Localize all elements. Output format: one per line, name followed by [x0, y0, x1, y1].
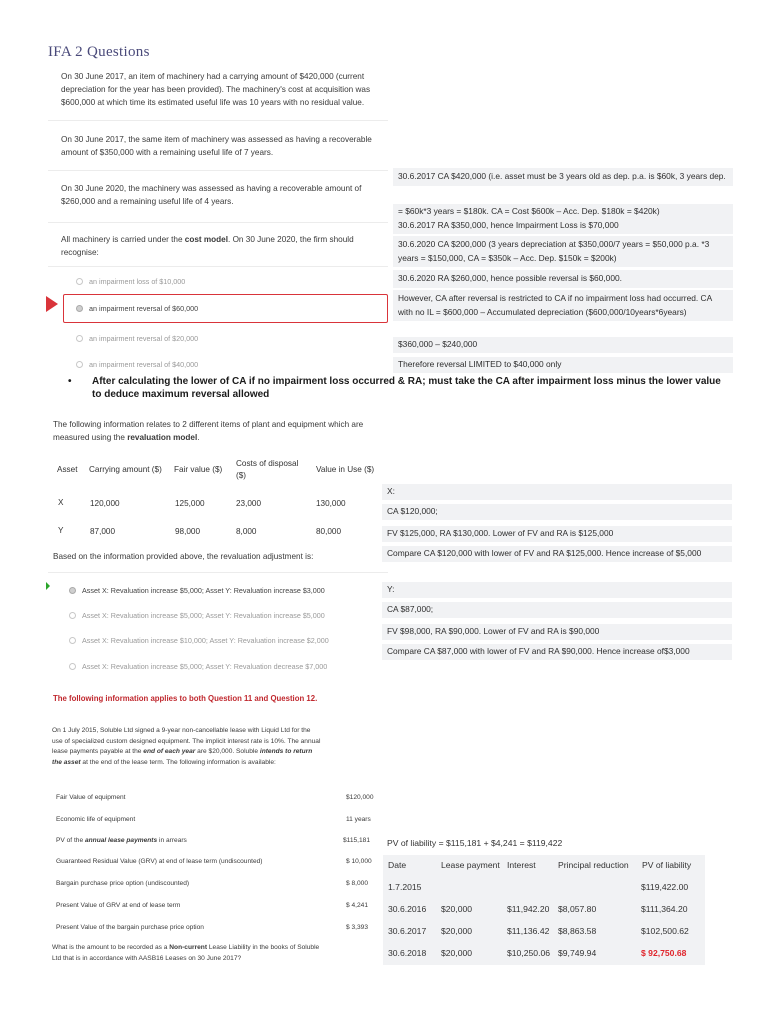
radio-button[interactable] — [69, 637, 76, 644]
q2-option-d[interactable]: Asset X: Revaluation increase $5,000; Asset Y: Revaluation decrease $7,000 — [69, 662, 327, 671]
note-q2-1: X: — [382, 484, 732, 500]
note-q2-6: CA $87,000; — [382, 602, 732, 618]
schedule-header: Lease payment — [441, 860, 500, 870]
radio-button[interactable] — [69, 587, 76, 594]
lease-item-value: $ 4,241 — [346, 902, 368, 909]
note-q2-7: FV $98,000, RA $90,000. Lower of FV and RA is $90,000 — [382, 624, 732, 640]
divider — [48, 170, 388, 171]
schedule-cell: 30.6.2016 — [388, 904, 427, 914]
pv-liability-line: PV of liability = $115,181 + $4,241 = $119,422 — [387, 838, 563, 848]
q3-red-title: The following information applies to both Question 11 and Question 12. — [53, 694, 318, 703]
schedule-header: Principal reduction — [558, 860, 629, 870]
selected-marker-icon — [46, 582, 50, 590]
note-q1-1: 30.6.2017 CA $420,000 (i.e. asset must be 3 years old as dep. p.a. is $60k, 3 years dep. — [393, 168, 733, 186]
table-header-asset: Asset — [57, 465, 78, 474]
note-q2-5: Y: — [382, 582, 732, 598]
schedule-cell: $20,000 — [441, 948, 473, 958]
table-cell: 23,000 — [236, 499, 262, 508]
q2-question: Based on the information provided above, the revaluation adjustment is: — [53, 552, 314, 561]
note-q2-3: FV $125,000, RA $130,000. Lower of FV and RA is $125,000 — [382, 526, 732, 542]
divider — [48, 120, 388, 121]
schedule-cell: $11,942.20 — [507, 904, 550, 914]
note-q2-4: Compare CA $120,000 with lower of FV and RA $125,000. Hence increase of $5,000 — [382, 546, 732, 562]
lease-item-value: $115,181 — [343, 837, 371, 844]
note-q1-6: However, CA after reversal is restricted to CA if no impairment loss had occurred. CA with no IL = $600,000 – Accumulated depreciation ($600,000/10years*6years) — [393, 290, 733, 321]
bullet-summary: After calculating the lower of CA if no impairment loss occurred & RA; must take the CA after impairment loss minus the lower value to deduce maximum reversal allowed — [92, 376, 721, 400]
page-title: IFA 2 Questions — [48, 44, 150, 60]
table-cell: 120,000 — [90, 499, 120, 508]
q3-question: What is the amount to be recorded as a Non-current Lease Liability in the books of Soluble Ltd that is in accordance with AASB16 Leases on 30 June 2017? — [52, 944, 320, 962]
schedule-cell: $111,364.20 — [641, 904, 688, 914]
lease-item-label: Present Value of the bargain purchase price option — [56, 924, 204, 931]
table-cell: 125,000 — [175, 499, 205, 508]
table-header-costs-of-disposal: Costs of disposal ($) — [236, 459, 299, 480]
schedule-cell: 1.7.2015 — [388, 882, 422, 892]
lease-item-value: $ 8,000 — [346, 880, 368, 887]
q1-option-d[interactable]: an impairment reversal of $40,000 — [76, 360, 198, 369]
table-header-carrying-amount: Carrying amount ($) — [89, 465, 162, 474]
lease-item-value: $ 3,393 — [346, 924, 368, 931]
lease-item-label: Present Value of GRV at end of lease term — [56, 902, 181, 909]
lease-item-value: 11 years — [346, 816, 371, 823]
divider — [48, 266, 388, 267]
radio-button[interactable] — [76, 335, 83, 342]
schedule-header: Interest — [507, 860, 536, 870]
table-cell: X — [58, 498, 64, 507]
note-q1-8: Therefore reversal LIMITED to $40,000 only — [393, 357, 733, 373]
schedule-cell: $8,057.80 — [558, 904, 597, 914]
schedule-cell: 30.6.2017 — [388, 926, 427, 936]
table-header-value-in-use: Value in Use ($) — [316, 465, 375, 474]
q1-option-c[interactable]: an impairment reversal of $20,000 — [76, 334, 198, 343]
q2-intro: The following information relates to 2 different items of plant and equipment which are measured using the revaluation model. — [53, 420, 364, 442]
schedule-cell: $11,136.42 — [507, 926, 550, 936]
note-q1-2: = $60k*3 years = $180k. CA = Cost $600k – Acc. Dep. $180k = $420k) — [393, 204, 733, 220]
q1-paragraph-2: On 30 June 2017, the same item of machinery was assessed as having a recoverable amount of $350,000 with a remaining useful life of 7 years. — [61, 135, 372, 157]
lease-item-label: Economic life of equipment — [56, 816, 136, 823]
q2-option-b[interactable]: Asset X: Revaluation increase $5,000; Asset Y: Revaluation increase $5,000 — [69, 611, 325, 620]
schedule-header: Date — [388, 860, 407, 870]
schedule-cell: $119,422.00 — [641, 882, 689, 892]
note-q1-4: 30.6.2020 CA $200,000 (3 years depreciation at $350,000/7 years = $50,000 p.a. *3 years = $150,000, CA = $350k – Acc. Dep. $150k = $200k) — [393, 236, 733, 267]
table-cell: Y — [58, 526, 64, 535]
schedule-cell: $10,250.06 — [507, 948, 551, 958]
note-q1-5: 30.6.2020 RA $260,000, hence possible reversal is $60,000. — [393, 270, 733, 288]
lease-item-value: $120,000 — [346, 794, 374, 801]
q1-option-b[interactable]: an impairment reversal of $60,000 — [76, 304, 198, 313]
table-cell: 98,000 — [175, 527, 201, 536]
lease-item-label: PV of the annual lease payments in arrears — [56, 837, 187, 844]
divider — [48, 572, 388, 573]
schedule-cell: $8,863.58 — [558, 926, 597, 936]
lease-item-label: Fair Value of equipment — [56, 794, 126, 801]
radio-button[interactable] — [76, 278, 83, 285]
table-cell: 87,000 — [90, 527, 116, 536]
lease-item-value: $ 10,000 — [346, 858, 372, 865]
table-cell: 80,000 — [316, 527, 342, 536]
note-q2-8: Compare CA $87,000 with lower of FV and RA $90,000. Hence increase of$3,000 — [382, 644, 732, 660]
radio-button[interactable] — [69, 663, 76, 670]
q1-paragraph-1: On 30 June 2017, an item of machinery had a carrying amount of $420,000 (current depreciation for the year has been provided). The machinery's cost at acquisition was $600,000 at which time its estimated useful life was 10 years with no residual value. — [61, 72, 371, 107]
selected-marker-icon — [46, 296, 58, 312]
table-cell: 8,000 — [236, 527, 257, 536]
schedule-header: PV of liability — [642, 860, 692, 870]
schedule-cell: $20,000 — [441, 926, 473, 936]
radio-button[interactable] — [76, 305, 83, 312]
table-header-fair-value: Fair value ($) — [174, 465, 223, 474]
note-q1-7: $360,000 – $240,000 — [393, 337, 733, 353]
table-cell: 130,000 — [316, 499, 346, 508]
schedule-cell: $102,500.62 — [641, 926, 689, 936]
note-q1-3: 30.6.2017 RA $350,000, hence Impairment Loss is $70,000 — [393, 218, 733, 234]
radio-button[interactable] — [69, 612, 76, 619]
divider — [48, 222, 388, 223]
lease-item-label: Bargain purchase price option (undiscounted) — [56, 880, 190, 887]
q3-intro: On 1 July 2015, Soluble Ltd signed a 9-year non-cancellable lease with Liquid Ltd for the use of specialized custom designed equipment. The implicit interest rate is 10%. The annual lease payments payable at the end of each year are $20,000. Soluble intends to return the asset at the end of the lease term. The following information is available: — [52, 727, 321, 766]
schedule-cell: 30.6.2018 — [388, 948, 427, 958]
q1-option-a[interactable]: an impairment loss of $10,000 — [76, 277, 185, 286]
q1-paragraph-3: On 30 June 2020, the machinery was assessed as having a recoverable amount of $260,000 and a remaining useful life of 4 years. — [61, 184, 362, 206]
radio-button[interactable] — [76, 361, 83, 368]
note-q2-2: CA $120,000; — [382, 504, 732, 520]
q2-option-a[interactable]: Asset X: Revaluation increase $5,000; Asset Y: Revaluation increase $3,000 — [69, 586, 325, 595]
schedule-cell: $9,749.94 — [558, 948, 597, 958]
q1-paragraph-4: All machinery is carried under the cost model. On 30 June 2020, the firm should recognise: — [61, 235, 354, 257]
bullet-dot: • — [68, 376, 72, 387]
q2-option-c[interactable]: Asset X: Revaluation increase $10,000; Asset Y: Revaluation increase $2,000 — [69, 636, 329, 645]
lease-item-label: Guaranteed Residual Value (GRV) at end of lease term (undiscounted) — [56, 858, 263, 865]
schedule-cell: $20,000 — [441, 904, 473, 914]
schedule-cell-highlight: $ 92,750.68 — [641, 948, 687, 958]
